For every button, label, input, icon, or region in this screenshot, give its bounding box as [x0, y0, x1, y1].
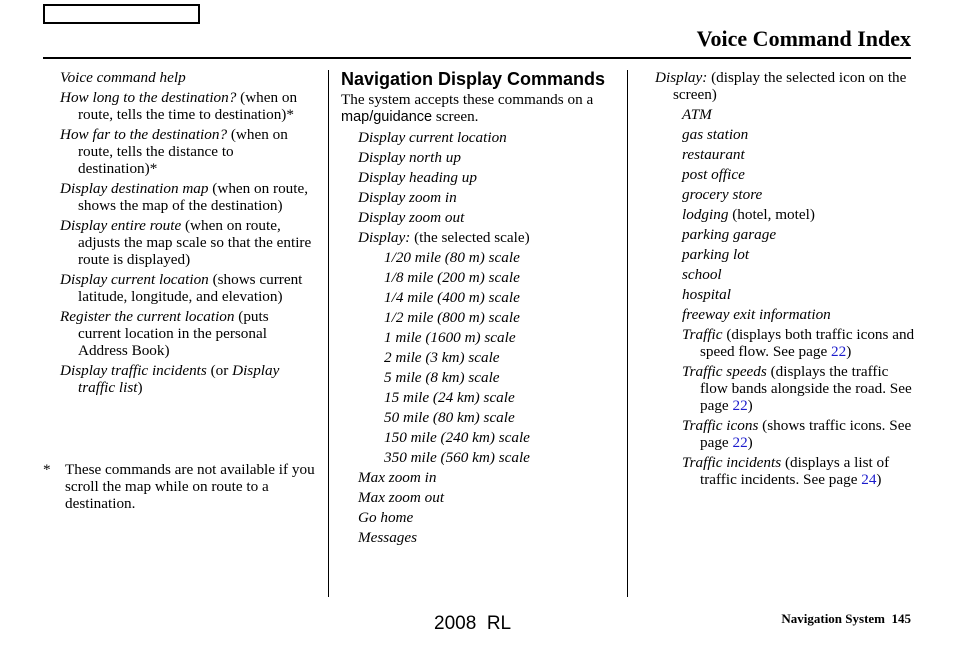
list-item: grocery store — [682, 186, 763, 203]
list-item: ATM — [682, 106, 712, 123]
column-divider-2 — [627, 70, 628, 597]
list-item: Traffic icons (shows traffic icons. See page 22) — [682, 417, 912, 451]
list-item: 1/2 mile (800 m) scale — [384, 309, 520, 326]
column-3 — [655, 69, 915, 491]
list-item: Display zoom in — [358, 189, 457, 206]
list-item: hospital — [682, 286, 731, 303]
footnote-mark: * — [43, 461, 51, 478]
list-item: 350 mile (560 km) scale — [384, 449, 530, 466]
column-1 — [60, 69, 315, 399]
list-item: Traffic (displays both traffic icons and speed flow. See page 22) — [682, 326, 915, 360]
list-item: 5 mile (8 km) scale — [384, 369, 500, 386]
list-item: 1/8 mile (200 m) scale — [384, 269, 520, 286]
list-item: Display traffic incidents (or Display traffic list) — [60, 362, 280, 396]
list-item: Display entire route (when on route, adjusts the map scale so that the entire route is displayed) — [60, 217, 312, 268]
list-item: Traffic speeds (displays the traffic flow bands alongside the road. See page 22) — [682, 363, 912, 414]
list-item: Display destination map (when on route, shows the map of the destination) — [60, 180, 309, 214]
voice-command-help: Voice command help — [60, 69, 186, 86]
page-link[interactable]: 22 — [732, 434, 748, 451]
list-item: 15 mile (24 km) scale — [384, 389, 515, 406]
footnote — [43, 461, 315, 512]
list-item: Display heading up — [358, 169, 477, 186]
model-label: 2008 RL — [434, 613, 512, 634]
list-item: Display: (the selected scale) — [358, 229, 530, 246]
section-intro: The system accepts these commands on a map/guidance screen. — [341, 91, 594, 125]
page-number: 145 — [891, 611, 911, 626]
list-item: Max zoom in — [358, 469, 437, 486]
list-item: 2 mile (3 km) scale — [384, 349, 500, 366]
list-item: Traffic incidents (displays a list of traffic incidents. See page 24) — [682, 454, 890, 488]
list-item: Display zoom out — [358, 209, 465, 226]
list-item: 1 mile (1600 m) scale — [384, 329, 516, 346]
list-item: 150 mile (240 km) scale — [384, 429, 530, 446]
list-item: Display current location (shows current latitude, longitude, and elevation) — [60, 271, 303, 305]
page-link[interactable]: 22 — [732, 397, 748, 414]
list-item: school — [682, 266, 722, 283]
page-link[interactable]: 22 — [831, 343, 847, 360]
list-item: 1/20 mile (80 m) scale — [384, 249, 520, 266]
footer-section: Navigation System — [781, 611, 885, 626]
list-item: parking lot — [682, 246, 750, 263]
page-footer — [781, 611, 911, 627]
list-item: post office — [682, 166, 745, 183]
column-2 — [341, 69, 621, 549]
list-item: 1/4 mile (400 m) scale — [384, 289, 520, 306]
list-item: Display: (display the selected icon on the screen) — [655, 69, 907, 103]
page-link[interactable]: 24 — [861, 471, 877, 488]
list-item: Display north up — [358, 149, 461, 166]
traffic-list — [655, 326, 915, 488]
list-item: restaurant — [682, 146, 745, 163]
list-item: Max zoom out — [358, 489, 445, 506]
header-box — [43, 4, 200, 24]
list-item: 50 mile (80 km) scale — [384, 409, 515, 426]
header-rule — [43, 57, 911, 59]
list-item: freeway exit information — [682, 306, 831, 323]
list-item: Display current location — [358, 129, 507, 146]
list-item: How far to the destination? (when on route, tells the distance to destination)* — [60, 126, 288, 177]
page-title: Voice Command Index — [696, 26, 911, 51]
section-heading: Navigation Display Commands — [341, 69, 606, 89]
list-item: How long to the destination? (when on route, tells the time to destination)* — [60, 89, 298, 123]
list-item: lodging (hotel, motel) — [682, 206, 815, 223]
list-item: Register the current location (puts current location in the personal Address Book) — [60, 308, 269, 359]
list-item: Messages — [358, 529, 418, 546]
list-item: parking garage — [682, 226, 777, 243]
list-item: Go home — [358, 509, 414, 526]
footnote-text: These commands are not available if you scroll the map while on route to a destination. — [65, 461, 315, 512]
column-divider-1 — [328, 70, 329, 597]
list-item: gas station — [682, 126, 749, 143]
